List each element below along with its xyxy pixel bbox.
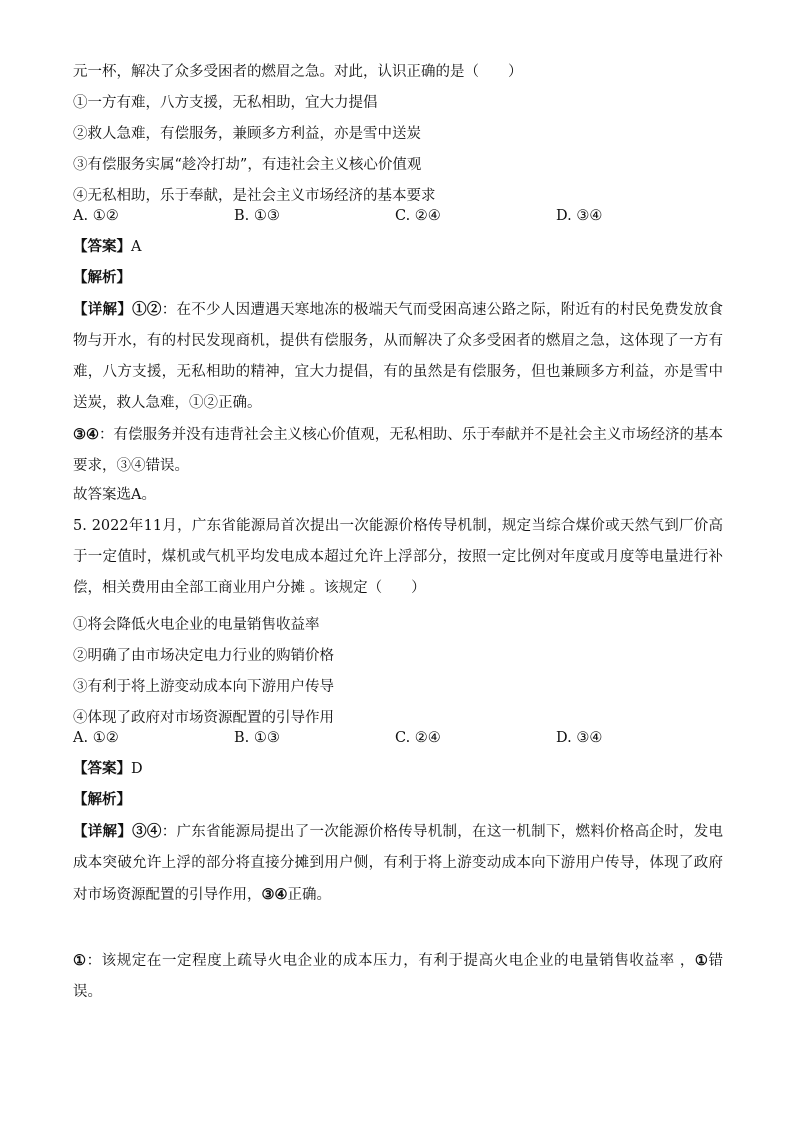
q4-choice-d: D. ③④ bbox=[556, 208, 603, 224]
q5-analysis-tag: 【解析】 bbox=[73, 791, 131, 808]
q5-choices bbox=[73, 728, 723, 748]
q5-detail-p1-end-bold: ③④ bbox=[261, 886, 288, 903]
q4-answer-value: A bbox=[131, 239, 142, 255]
q5-detail-p1-lead: ③④ bbox=[132, 823, 162, 840]
q4-conclusion: 故答案选A。 bbox=[73, 487, 156, 503]
q4-stem-tail: 元一杯，解决了众多受困者的燃眉之急。对此，认识正确的是（ ） bbox=[73, 64, 523, 80]
q5-detail-p2-end-bold: ① bbox=[694, 952, 709, 969]
q4-answer bbox=[73, 237, 723, 257]
q4-answer-tag: 【答案】 bbox=[73, 238, 131, 255]
q4-option-1: ①一方有难，八方支援，无私相助，宜大力提倡 bbox=[73, 95, 378, 111]
q5-detail-p1-text: ：广东省能源局提出了一次能源价格传导机制，在这一机制下，燃料价格高企时，发电成本突破允许上浮的部分将直接分摊到用户侧，有利于将上游变动成本向下游用户传导，体现了政府对市场资源配置的引导作用， bbox=[73, 824, 724, 903]
q5-choice-c: C. ②④ bbox=[395, 730, 441, 746]
q5-answer-value: D bbox=[131, 761, 143, 777]
q4-choice-c: C. ②④ bbox=[395, 208, 441, 224]
q4-detail-p1 bbox=[73, 294, 723, 419]
q4-detail-tag: 【详解】 bbox=[73, 301, 133, 318]
q5-detail-p2-end: 错误。 bbox=[73, 953, 724, 1000]
q4-choices bbox=[73, 206, 723, 226]
q4-detail-p2 bbox=[73, 419, 723, 482]
q5-detail-p1 bbox=[73, 816, 723, 911]
q5-answer-tag: 【答案】 bbox=[73, 760, 131, 777]
q4-option-2: ②救人急难，有偿服务，兼顾多方利益，亦是雪中送炭 bbox=[73, 126, 421, 142]
q5-detail-p2-lead: ① bbox=[73, 952, 87, 969]
q4-option-3: ③有偿服务实属“趁冷打劫”，有违社会主义核心价值观 bbox=[73, 157, 422, 173]
q5-detail-p1-end: 正确。 bbox=[287, 887, 331, 903]
q4-detail-p1-lead: ①② bbox=[132, 301, 162, 318]
q4-detail-p2-lead: ③④ bbox=[73, 426, 100, 443]
q4-choice-a: A. ①② bbox=[73, 208, 119, 224]
q5-option-1: ①将会降低火电企业的电量销售收益率 bbox=[73, 617, 320, 633]
q5-choice-b: B. ①③ bbox=[234, 730, 280, 746]
q5-option-3: ③有利于将上游变动成本向下游用户传导 bbox=[73, 679, 334, 695]
q5-detail-tag: 【详解】 bbox=[73, 823, 133, 840]
q4-choice-b: B. ①③ bbox=[234, 208, 280, 224]
q5-choice-d: D. ③④ bbox=[556, 730, 603, 746]
q4-detail-p2-text: ：有偿服务并没有违背社会主义核心价值观，无私相助、乐于奉献并不是社会主义市场经济的基本要求，③④错误。 bbox=[73, 427, 724, 474]
q5-option-2: ②明确了由市场决定电力行业的购销价格 bbox=[73, 648, 334, 664]
page-content bbox=[73, 62, 723, 1008]
q5-stem: 5. 2022年11月，广东省能源局首次提出一次能源价格传导机制，规定当综合煤价或天然气到厂价高于一定值时，煤机或气机平均发电成本超过允许上浮部分，按照一定比例对年度或月度等电量进行补偿，相关费用由全部工商业用户分摊 。该规定（ ） bbox=[73, 518, 723, 596]
q5-option-4: ④体现了政府对市场资源配置的引导作用 bbox=[73, 710, 334, 726]
q5-detail-p2-text: ：该规定在一定程度上疏导火电企业的成本压力，有利于提高火电企业的电量销售收益率 ， bbox=[86, 953, 695, 969]
q5-detail-p2 bbox=[73, 945, 723, 1008]
q5-choice-a: A. ①② bbox=[73, 730, 119, 746]
q5-answer bbox=[73, 759, 723, 779]
q4-option-4: ④无私相助，乐于奉献，是社会主义市场经济的基本要求 bbox=[73, 188, 436, 204]
q4-analysis-tag: 【解析】 bbox=[73, 269, 131, 286]
q4-detail-p1-text: ：在不少人因遭遇天寒地冻的极端天气而受困高速公路之际，附近有的村民免费发放食物与开水，有的村民发现商机，提供有偿服务，从而解决了众多受困者的燃眉之急，这体现了一方有难，八方支援，无私相助的精神，宜大力提倡，有的虽然是有偿服务，但也兼顾多方利益，亦是雪中送炭，救人急难，①②正确。 bbox=[73, 302, 724, 411]
